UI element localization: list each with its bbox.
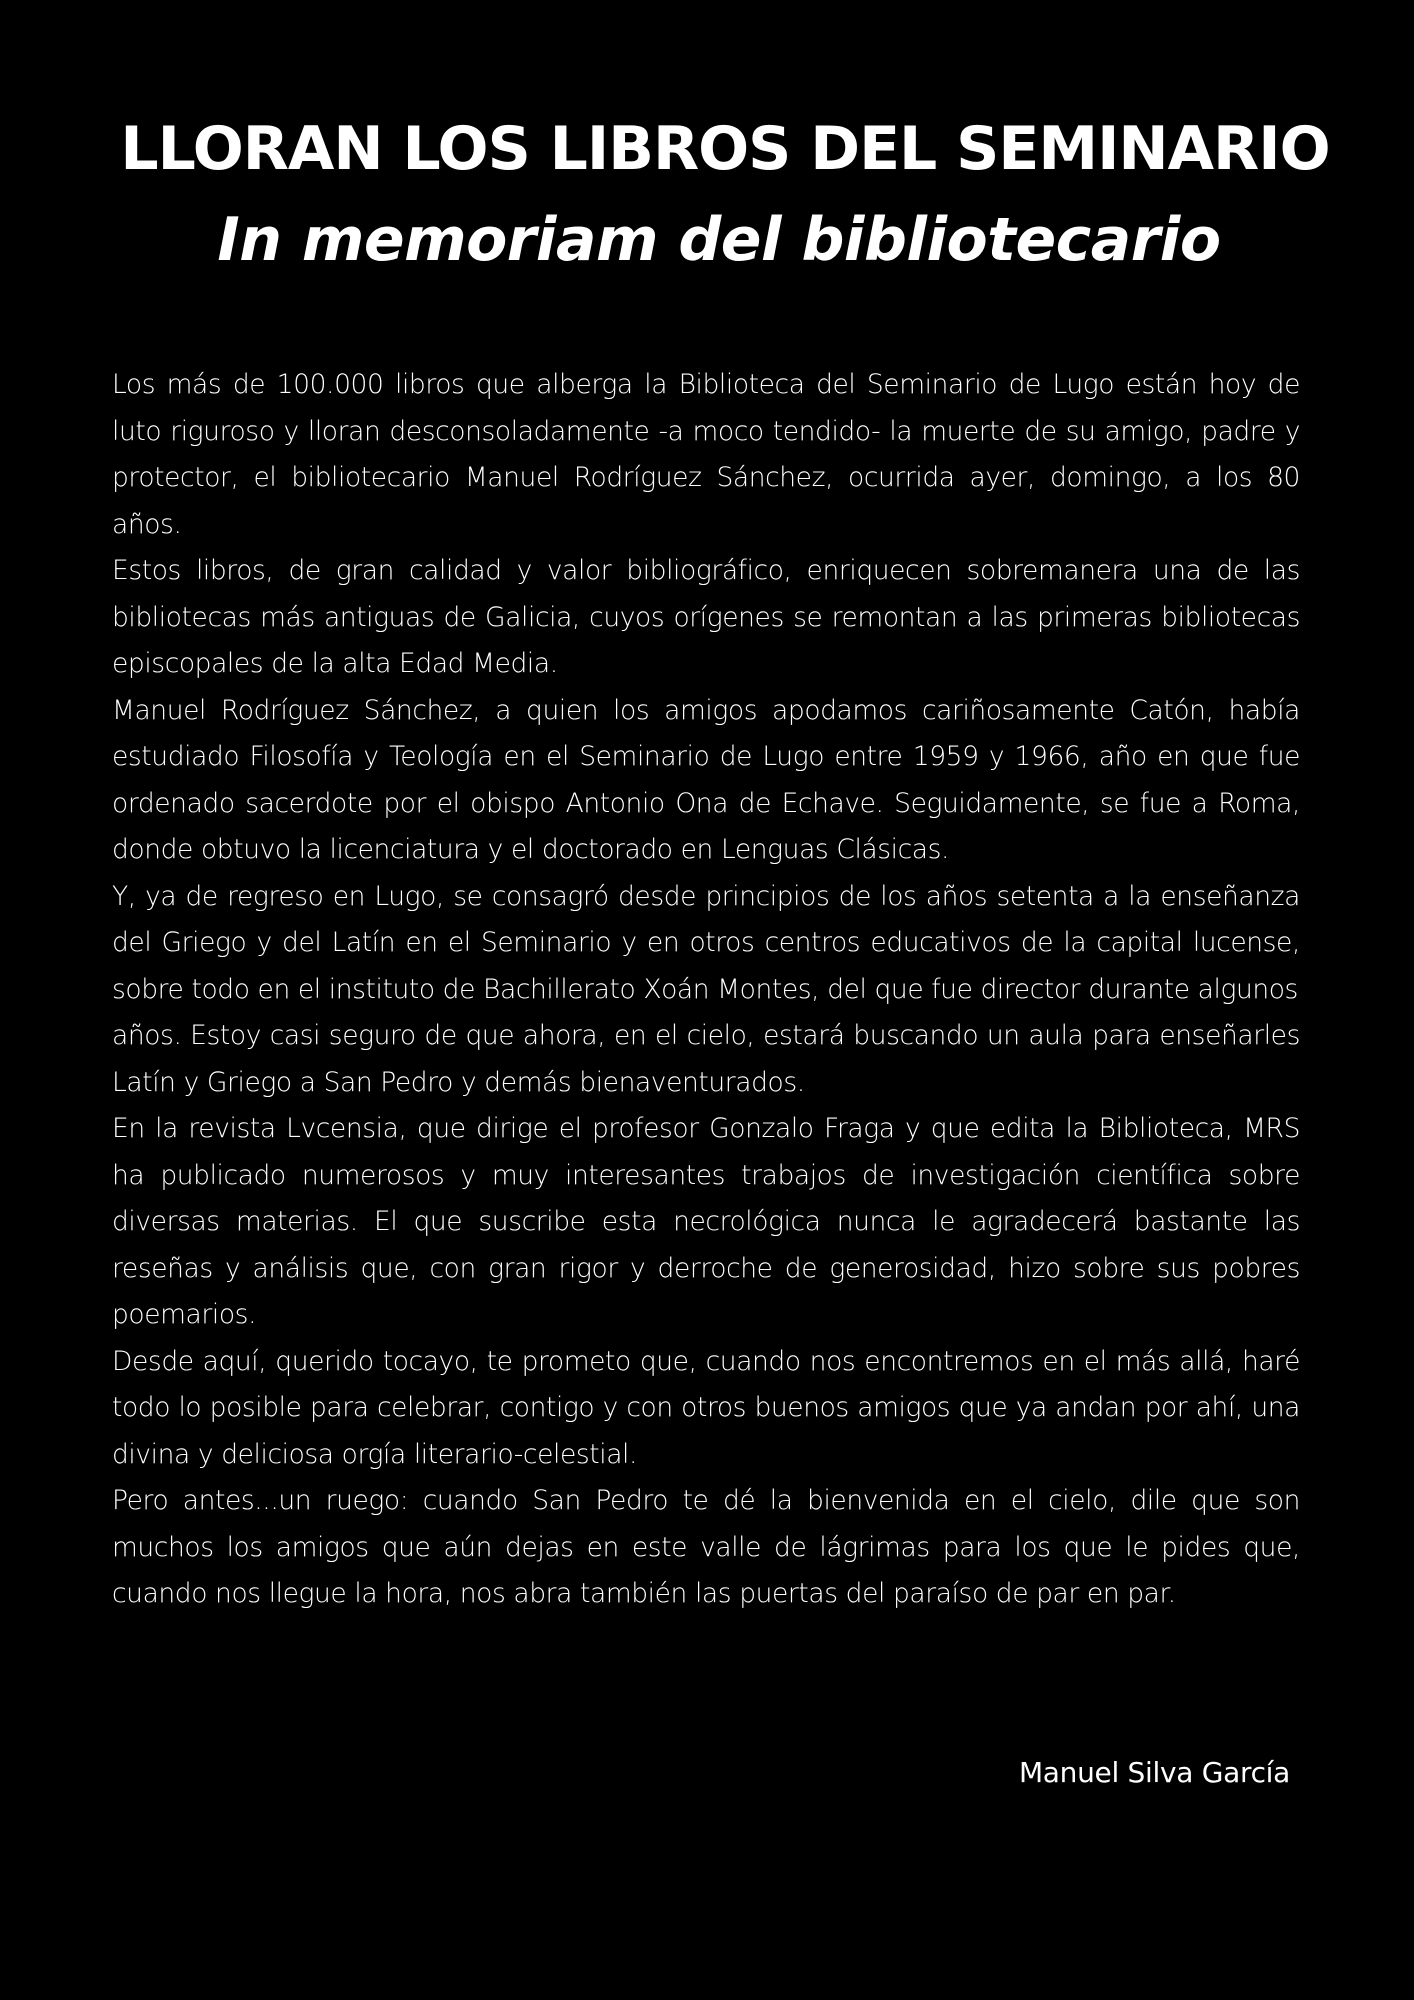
paragraph: Desde aquí, querido tocayo, te prometo que, cuando nos encontremos en el más allá, haré todo lo posible para celebrar, contigo y con otros buenos amigos que ya andan por ahí, una divina y deliciosa orgía literario-celestial. bbox=[112, 1345, 1300, 1470]
paragraph: Y, ya de regreso en Lugo, se consagró desde principios de los años setenta a la enseñanza del Griego y del Latín en el Seminario y en otros centros educativos de la capital lucense, sobre todo en el instituto de Bachillerato Xoán Montes, del que fue director durante algunos bbox=[112, 880, 1300, 1005]
document-title: LLORAN LOS LIBROS DEL SEMINARIO bbox=[120, 114, 1330, 184]
paragraph: años. Estoy casi seguro de que ahora, en el cielo, estará buscando un aula para enseñarles Latín y Griego a San Pedro y demás bienaventurados. bbox=[112, 1020, 1300, 1098]
article-body bbox=[112, 362, 1300, 1618]
paragraph: En la revista Lvcensia, que dirige el profesor Gonzalo Fraga y que edita la Biblioteca, MRS ha publicado numerosos y muy interesantes trabajos de investigación científica sobre diversas materias. El que suscribe esta necrológica nunca le agradecerá bastante las reseñas y análisis que, con gran rigor y derroche de generosidad, hizo sobre sus pobres poemarios. bbox=[112, 1113, 1300, 1330]
paragraph: Manuel Rodríguez Sánchez, a quien los amigos apodamos cariñosamente Catón, había estudiado Filosofía y Teología en el Seminario de Lugo entre 1959 y 1966, año en que fue ordenado sacerdote por el obispo Antonio Ona de Echave. Seguidamente, se fue a Roma, donde obtuvo la licenciatura y el doctorado en Lenguas Clásicas. bbox=[112, 694, 1300, 865]
paragraph: Los más de 100.000 libros que alberga la Biblioteca del Seminario de Lugo están hoy de luto riguroso y lloran desconsoladamente -a moco tendido- la muerte de su amigo, padre y protector, el bibliotecario Manuel Rodríguez Sánchez, ocurrida ayer, domingo, a los 80 años. bbox=[112, 369, 1300, 540]
paragraph: Estos libros, de gran calidad y valor bibliográfico, enriquecen sobremanera una de las bibliotecas más antiguas de Galicia, cuyos orígenes se remontan a las primeras bibliotecas episcopales de la alta Edad Media. bbox=[112, 555, 1300, 679]
paragraph: Pero antes...un ruego: cuando San Pedro te dé la bienvenida en el cielo, dile que son muchos los amigos que aún dejas en este valle de lágrimas para los que le pides que, cuando nos llegue la hora, nos abra también las puertas del paraíso de par en par. bbox=[112, 1485, 1300, 1609]
author-signature: Manuel Silva García bbox=[1018, 1756, 1290, 1789]
document-subtitle: In memoriam del bibliotecario bbox=[217, 205, 1221, 275]
